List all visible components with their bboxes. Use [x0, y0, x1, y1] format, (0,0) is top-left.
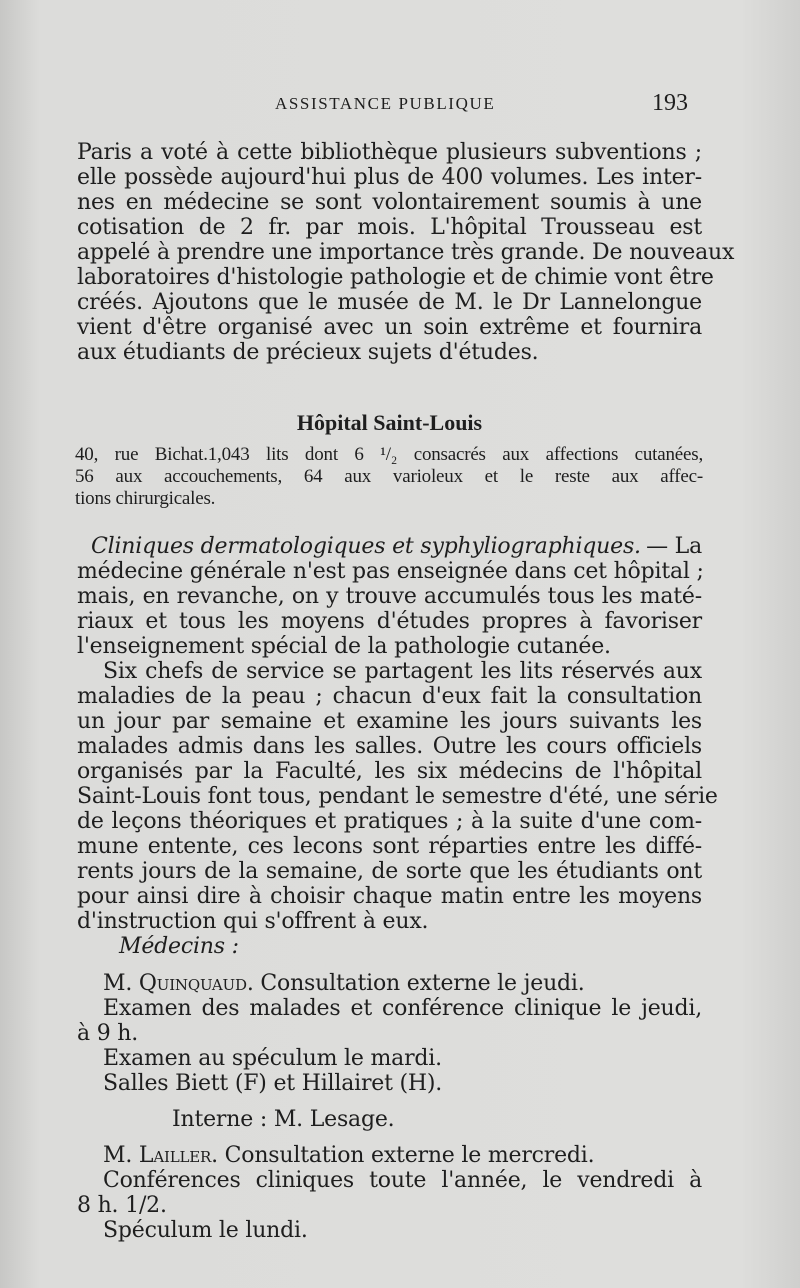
- text-line: mais, en revanche, on y trouve accumulés tous les maté-: [77, 584, 702, 609]
- cliniques-heading: Cliniques dermatologiques et syphyliographiques.: [91, 534, 641, 559]
- consultation-text: . Consultation externe le mercredi.: [211, 1143, 595, 1168]
- text-line: Paris a voté à cette bibliothèque plusieurs subventions ;: [77, 140, 702, 165]
- text-line: à 9 h.: [77, 1021, 139, 1046]
- text-line: Examen au spéculum le mardi.: [103, 1046, 442, 1071]
- text-line: elle possède aujourd'hui plus de 400 volumes. Les inter-: [77, 165, 702, 190]
- text-line: Examen des malades et conférence clinique le jeudi,: [103, 996, 702, 1021]
- text-line: laboratoires d'histologie pathologie et de chimie vont être: [77, 265, 714, 290]
- text-line: vient d'être organisé avec un soin extrême et fournira: [77, 315, 702, 340]
- text-line: Spéculum le lundi.: [103, 1218, 308, 1243]
- text-line: maladies de la peau ; chacun d'eux fait la consultation: [77, 684, 702, 709]
- interne-line: Interne : M. Lesage.: [172, 1107, 395, 1132]
- text-line: 8 h. 1/2.: [77, 1193, 167, 1218]
- text-line: appelé à prendre une importance très grande. De nouveaux: [77, 240, 735, 265]
- text-line: malades admis dans les salles. Outre les cours officiels: [77, 734, 702, 759]
- quinquaud-line: [77, 971, 702, 997]
- text-line: Salles Biett (F) et Hillairet (H).: [103, 1071, 443, 1096]
- text-line: créés. Ajoutons que le musée de M. le Dr Lannelongue: [77, 290, 702, 315]
- hospital-info-line: 56 aux accouchements, 64 aux varioleux et le reste aux affec-: [75, 466, 703, 487]
- section-title: Hôpital Saint-Louis: [296, 410, 483, 435]
- text-line: pour ainsi dire à choisir chaque matin entre les moyens: [77, 884, 702, 909]
- text-line: Conférences cliniques toute l'année, le vendredi à: [103, 1168, 702, 1193]
- text-line: d'instruction qui s'offrent à eux.: [77, 909, 429, 934]
- text-line: nes en médecine se sont volontairement soumis à une: [77, 190, 702, 215]
- doctor-name: Lailler: [138, 1143, 212, 1168]
- text-line: Saint-Louis font tous, pendant le semestre d'été, une série: [77, 784, 718, 809]
- text-line: riaux et tous les moyens d'études propres à favoriser: [77, 609, 702, 634]
- text-line: de leçons théoriques et pratiques ; à la suite d'une com-: [77, 809, 702, 834]
- text-line: mune entente, ces lecons sont réparties entre les diffé-: [77, 834, 702, 859]
- page-header: [0, 92, 800, 122]
- hospital-info-line: tions chirurgicales.: [75, 488, 216, 509]
- text-line: cotisation de 2 fr. par mois. L'hôpital Trousseau est: [77, 215, 702, 240]
- title-prefix: M.: [103, 1143, 139, 1168]
- text-line: l'enseignement spécial de la pathologie cutanée.: [77, 634, 611, 659]
- text-line: médecine générale n'est pas enseignée dans cet hôpital ;: [77, 559, 704, 584]
- title-prefix: M.: [103, 971, 139, 996]
- hospital-info-line: 40, rue Bichat.1,043 lits dont 6 ¹/₂ consacrés aux affections cutanées,: [75, 444, 703, 465]
- lailler-line: [77, 1143, 702, 1169]
- consultation-text: . Consultation externe le jeudi.: [246, 971, 585, 996]
- text-line: un jour par semaine et examine les jours suivants les: [77, 709, 702, 734]
- doctor-name: Quinquaud: [138, 971, 247, 996]
- text-line: organisés par la Faculté, les six médecins de l'hôpital: [77, 759, 702, 784]
- text-line: aux étudiants de précieux sujets d'études.: [77, 340, 539, 365]
- cliniques-heading-line: [91, 534, 702, 560]
- text-line: rents jours de la semaine, de sorte que les étudiants ont: [77, 859, 702, 884]
- text-line: Six chefs de service se partagent les lits réservés aux: [103, 659, 702, 684]
- medecins-heading: Médecins :: [119, 934, 239, 959]
- page-number: 193: [652, 90, 688, 116]
- cliniques-heading-rest: — La: [646, 534, 702, 559]
- running-title: ASSISTANCE PUBLIQUE: [275, 94, 496, 113]
